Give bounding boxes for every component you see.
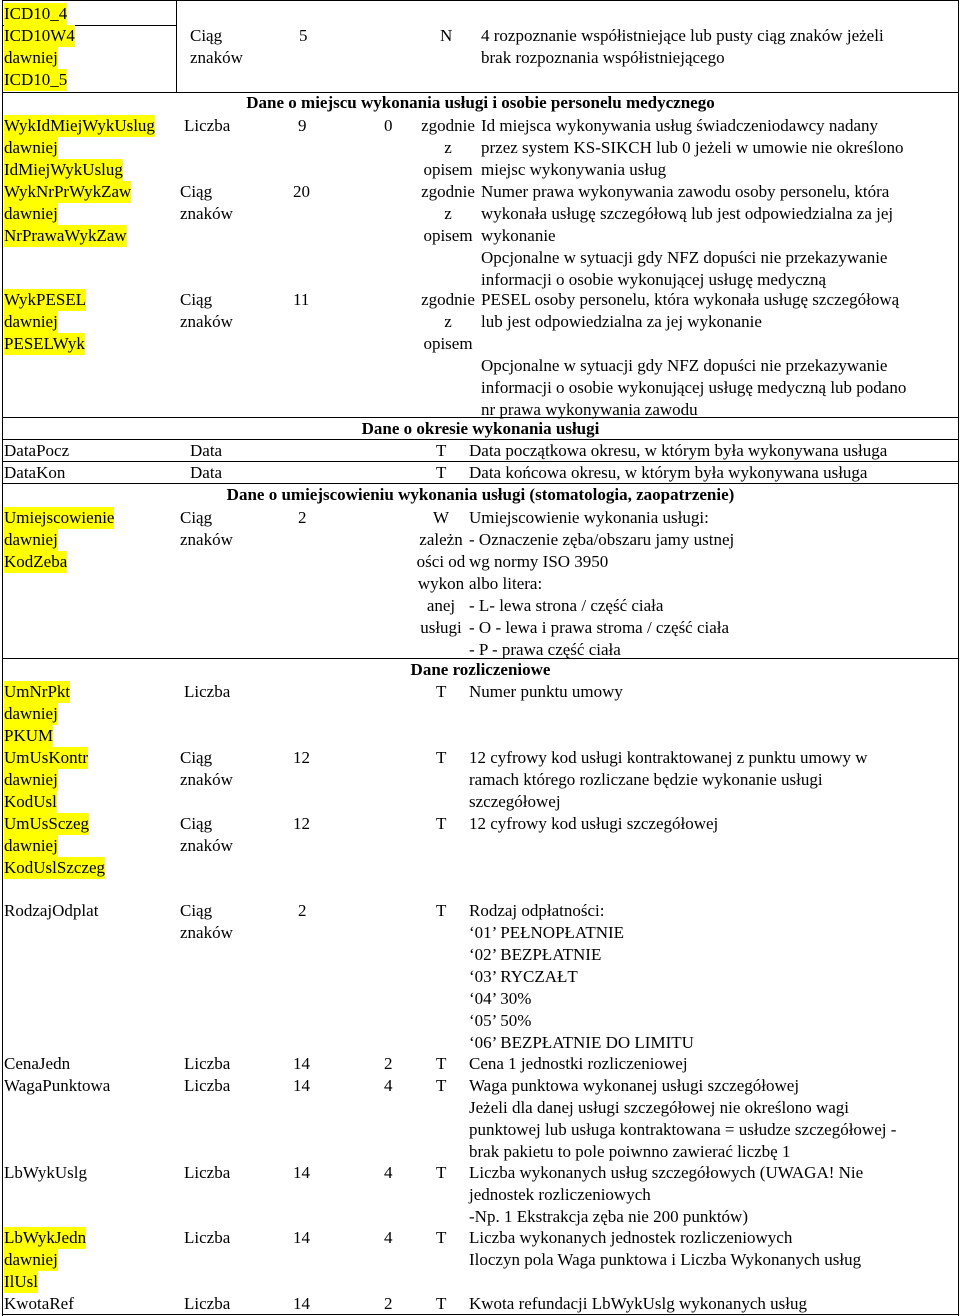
field-description: 12 cyfrowy kod usługi szczegółowej <box>469 814 719 833</box>
field-required: T <box>436 682 447 701</box>
field-required: T <box>436 1054 447 1073</box>
field-length: 2 <box>298 508 307 527</box>
field-name: WagaPunktowa <box>4 1076 111 1095</box>
field-name: LbWykUslg <box>4 1163 88 1182</box>
field-required: T <box>436 1076 447 1095</box>
field-required: T <box>436 1294 447 1313</box>
field-name-note: dawniej <box>4 530 58 549</box>
field-name-note: dawniej <box>4 204 58 223</box>
field-description: Id miejsca wykonywania usług świadczeniodawcy nadany przez system KS-SIKCH lub 0 jeżeli w umowie nie określono miejsc wykonywania usług <box>481 116 904 179</box>
field-description: Numer punktu umowy <box>469 682 623 701</box>
field-required: N <box>440 26 453 45</box>
field-required: T <box>436 1163 447 1182</box>
field-type: Data <box>190 441 223 460</box>
field-name: PKUM <box>4 726 54 745</box>
field-name: ICD10W4 <box>4 26 75 45</box>
field-name: IlUsl <box>4 1272 38 1291</box>
field-name: CenaJedn <box>4 1054 71 1073</box>
field-description: Liczba wykonanych usług szczegółowych (UWAGA! Nie jednostek rozliczeniowych -Np. 1 Ekstrakcja zęba nie 200 punktów) <box>469 1163 864 1226</box>
field-length: 12 <box>293 748 310 767</box>
field-type: Liczba <box>184 1163 231 1182</box>
field-name: DataPocz <box>4 441 70 460</box>
field-name: ICD10_4 <box>4 4 68 23</box>
field-length: 9 <box>298 116 307 135</box>
section-heading: Dane o umiejscowieniu wykonania usługi (stomatologia, zaopatrzenie) <box>226 485 735 504</box>
field-name: KodUslSzczeg <box>4 858 106 877</box>
field-required: zgodnie z opisem <box>421 182 475 245</box>
field-required: T <box>436 814 447 833</box>
field-type: Ciąg znaków <box>180 901 233 942</box>
field-description: Umiejscowienie wykonania usługi: - Oznaczenie zęba/obszaru jamy ustnej wg normy ISO 3950 albo litera: - L- lewa strona / część ciała - O - lewa i prawa stroma / część ciała - P - prawa część ciała <box>469 508 735 659</box>
field-name: UmNrPkt <box>4 682 71 701</box>
field-length: 14 <box>293 1163 310 1182</box>
field-type: Ciąg znaków <box>180 508 233 549</box>
field-name-note: dawniej <box>4 48 58 67</box>
field-required: T <box>436 463 447 482</box>
field-length: 5 <box>299 26 308 45</box>
field-length: 20 <box>293 182 310 201</box>
field-precision: 4 <box>384 1228 393 1247</box>
row-divider <box>2 0 959 1</box>
field-name: LbWykJedn <box>4 1228 87 1247</box>
field-name: PESELWyk <box>4 334 85 353</box>
field-precision: 4 <box>384 1163 393 1182</box>
field-name: WykNrPrWykZaw <box>4 182 132 201</box>
field-name-note: dawniej <box>4 138 58 157</box>
field-type: Ciąg znaków <box>180 814 233 855</box>
field-description: Waga punktowa wykonanej usługi szczegółowej Jeżeli dla danej usługi szczegółowej nie określono wagi punktowej lub usługa kontraktowana = usłudze szczegółowej - brak pakietu to pole poiwnno zawierać liczbę 1 <box>469 1076 897 1161</box>
field-type: Liczba <box>184 1054 231 1073</box>
field-name: Umiejscowienie <box>4 508 115 527</box>
field-name: KodZeba <box>4 552 68 571</box>
field-type: Data <box>190 463 223 482</box>
field-name: ICD10_5 <box>4 70 68 89</box>
field-length: 14 <box>293 1228 310 1247</box>
field-required: T <box>436 901 447 920</box>
field-name: WykPESEL <box>4 290 87 309</box>
field-type: Liczba <box>184 682 231 701</box>
field-type: Ciąg znaków <box>180 182 233 223</box>
field-precision: 2 <box>384 1054 393 1073</box>
field-description: Liczba wykonanych jednostek rozliczeniowych Iloczyn pola Waga punktowa i Liczba Wykonanych usług <box>469 1228 862 1269</box>
field-required: T <box>436 748 447 767</box>
field-description: Data początkowa okresu, w którym była wykonywana usługa <box>469 441 888 460</box>
field-length: 14 <box>293 1076 310 1095</box>
field-name: IdMiejWykUslug <box>4 160 123 179</box>
field-precision: 2 <box>384 1294 393 1313</box>
field-length: 11 <box>293 290 310 309</box>
field-required: zgodnie z opisem <box>421 290 475 353</box>
field-type: Ciąg znaków <box>190 26 243 67</box>
field-length: 14 <box>293 1054 310 1073</box>
field-type: Liczba <box>184 1294 231 1313</box>
field-length: 14 <box>293 1294 310 1313</box>
field-name: NrPrawaWykZaw <box>4 226 127 245</box>
field-description: Kwota refundacji LbWykUslg wykonanych usług <box>469 1294 807 1313</box>
field-name-note: dawniej <box>4 770 58 789</box>
field-description: 12 cyfrowy kod usługi kontraktowanej z punktu umowy w ramach którego rozliczane będzie wykonanie usługi szczegółowej <box>469 748 868 811</box>
field-description: Cena 1 jednostki rozliczeniowej <box>469 1054 688 1073</box>
field-name: KwotaRef <box>4 1294 74 1313</box>
field-description: Rodzaj odpłatności: ‘01’ PEŁNOPŁATNIE ‘02’ BEZPŁATNIE ‘03’ RYCZAŁT ‘04’ 30% ‘05’ 50% ‘06’ BEZPŁATNIE DO LIMITU <box>469 901 694 1052</box>
field-description: PESEL osoby personelu, która wykonała usługę szczegółową lub jest odpowiedzialna za jej wykonanie Opcjonalne w sytuacji gdy NFZ dopuści nie przekazywanie informacji o osobie wykonującej usługę medyczną lub podano nr prawa wykonywania zawodu <box>481 290 907 419</box>
field-name: WykIdMiejWykUslug <box>4 116 155 135</box>
field-description: 4 rozpoznanie współistniejące lub pusty ciąg znaków jeżeli brak rozpoznania współistniejącego <box>481 26 884 67</box>
field-type: Liczba <box>184 116 231 135</box>
section-heading: Dane o miejscu wykonania usługi i osobie personelu medycznego <box>246 93 715 112</box>
field-required: zgodnie z opisem <box>421 116 475 179</box>
field-description: Numer prawa wykonywania zawodu osoby personelu, która wykonała usługę szczegółową lub jest odpowiedzialna za jej wykonanie Opcjonalne w sytuacji gdy NFZ dopuści nie przekazywanie informacji o osobie wykonującej usługę medyczną <box>481 182 894 289</box>
field-name: DataKon <box>4 463 66 482</box>
field-name-note: dawniej <box>4 312 58 331</box>
field-name-note: dawniej <box>4 836 58 855</box>
field-name-note: dawniej <box>4 704 58 723</box>
field-required: T <box>436 1228 447 1247</box>
field-type: Ciąg znaków <box>180 290 233 331</box>
field-name: RodzajOdplat <box>4 901 99 920</box>
field-precision: 0 <box>384 116 393 135</box>
column-divider <box>176 0 177 92</box>
field-type: Liczba <box>184 1076 231 1095</box>
field-length: 2 <box>298 901 307 920</box>
field-length: 12 <box>293 814 310 833</box>
section-heading: Dane o okresie wykonania usługi <box>361 419 600 438</box>
field-type: Liczba <box>184 1228 231 1247</box>
field-required: W zależn ości od wykon anej usługi <box>416 508 466 637</box>
field-name: UmUsSczeg <box>4 814 89 833</box>
field-name: UmUsKontr <box>4 748 89 767</box>
section-heading: Dane rozliczeniowe <box>410 660 551 679</box>
field-description: Data końcowa okresu, w którym była wykonywana usługa <box>469 463 868 482</box>
field-name-note: dawniej <box>4 1250 58 1269</box>
field-name: KodUsl <box>4 792 57 811</box>
field-precision: 4 <box>384 1076 393 1095</box>
field-required: T <box>436 441 447 460</box>
field-type: Ciąg znaków <box>180 748 233 789</box>
